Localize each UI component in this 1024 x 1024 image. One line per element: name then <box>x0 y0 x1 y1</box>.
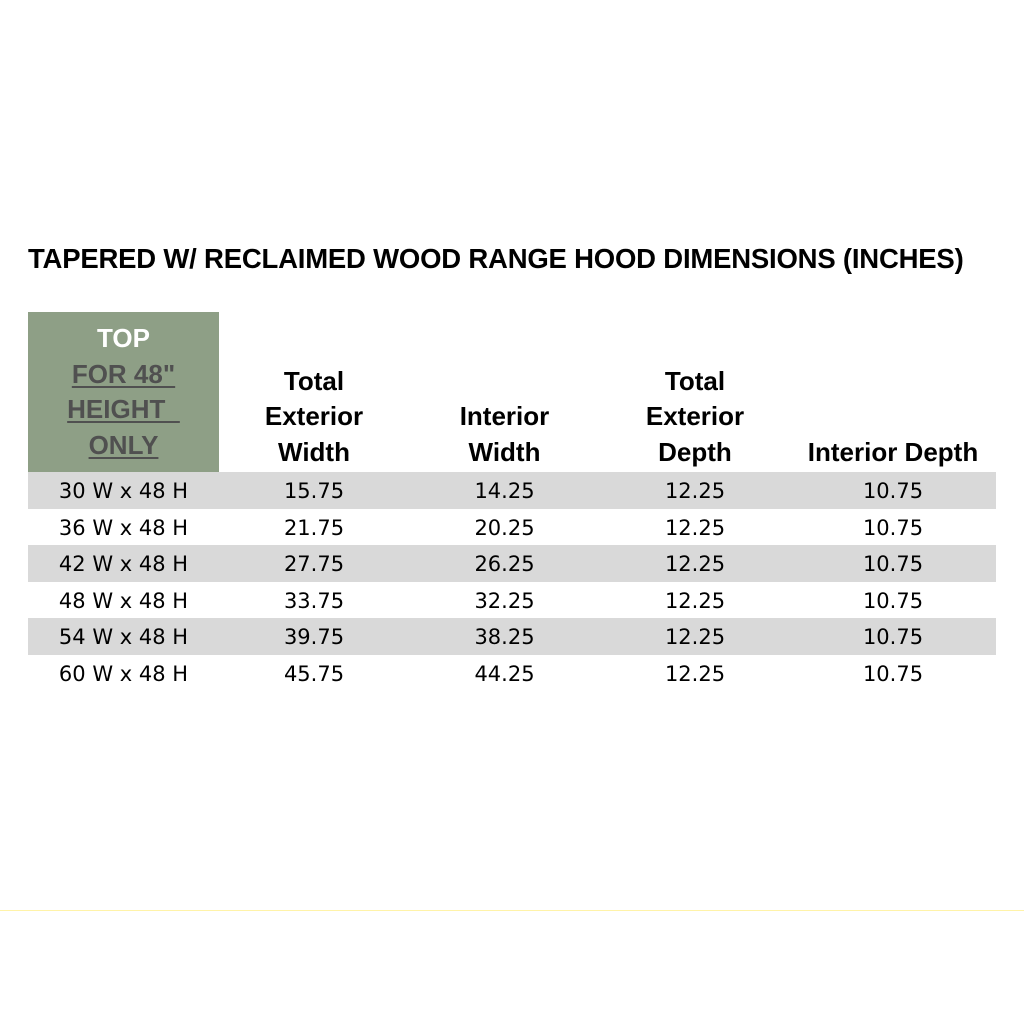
interior-depth-cell: 10.75 <box>862 515 924 540</box>
size-cell: 30 W x 48 H <box>58 479 189 503</box>
total-exterior-width-cell: 15.75 <box>283 479 345 503</box>
interior-depth-cell: 10.75 <box>862 552 924 577</box>
size-cell: 54 W x 48 H <box>58 625 189 650</box>
header-interior-width: Interior Width <box>459 401 550 467</box>
total-exterior-depth-cell: 12.25 <box>664 552 726 577</box>
total-exterior-width-cell: 21.75 <box>283 515 345 540</box>
top-note-line3: ONLY <box>88 429 159 460</box>
total-exterior-width-cell: 27.75 <box>283 552 345 577</box>
top-note-line1: FOR 48" <box>71 358 176 389</box>
total-exterior-depth-cell: 12.25 <box>664 588 726 613</box>
interior-width-cell: 20.25 <box>474 515 535 540</box>
table-row <box>28 582 996 619</box>
total-exterior-depth-cell: 12.25 <box>664 661 726 686</box>
size-cell: 36 W x 48 H <box>58 515 189 540</box>
interior-width-cell: 32.25 <box>474 588 535 613</box>
interior-width-cell: 26.25 <box>474 552 535 577</box>
size-cell: 42 W x 48 H <box>58 552 189 577</box>
interior-width-cell: 38.25 <box>474 625 535 650</box>
header-total-exterior-depth: Total Exterior Depth <box>645 365 745 467</box>
top-note-line2: HEIGHT <box>67 394 180 424</box>
table-row <box>28 545 996 582</box>
interior-width-cell: 44.25 <box>474 661 535 686</box>
table-row <box>28 472 996 509</box>
total-exterior-depth-cell: 12.25 <box>664 625 726 650</box>
size-cell: 48 W x 48 H <box>58 588 189 613</box>
table-row <box>28 509 996 546</box>
total-exterior-width-cell: 33.75 <box>283 588 345 613</box>
interior-width-cell: 14.25 <box>474 479 535 503</box>
page-title: TAPERED W/ RECLAIMED WOOD RANGE HOOD DIMENSIONS (INCHES) <box>28 243 964 274</box>
top-label: TOP <box>97 323 150 353</box>
top-header-cell <box>28 312 219 472</box>
interior-depth-cell: 10.75 <box>862 588 924 613</box>
header-interior-depth: Interior Depth <box>807 436 979 467</box>
table-row <box>28 655 996 692</box>
table-header-row <box>28 312 996 472</box>
total-exterior-depth-cell: 12.25 <box>664 479 726 503</box>
divider <box>0 910 1024 911</box>
total-exterior-width-cell: 45.75 <box>283 661 345 686</box>
total-exterior-width-cell: 39.75 <box>283 625 345 650</box>
size-cell: 60 W x 48 H <box>58 661 189 686</box>
interior-depth-cell: 10.75 <box>862 479 924 503</box>
interior-depth-cell: 10.75 <box>862 661 924 686</box>
interior-depth-cell: 10.75 <box>862 625 924 650</box>
total-exterior-depth-cell: 12.25 <box>664 515 726 540</box>
table-row <box>28 618 996 655</box>
header-total-exterior-width: Total Exterior Width <box>264 365 364 467</box>
dimensions-table <box>28 312 996 692</box>
